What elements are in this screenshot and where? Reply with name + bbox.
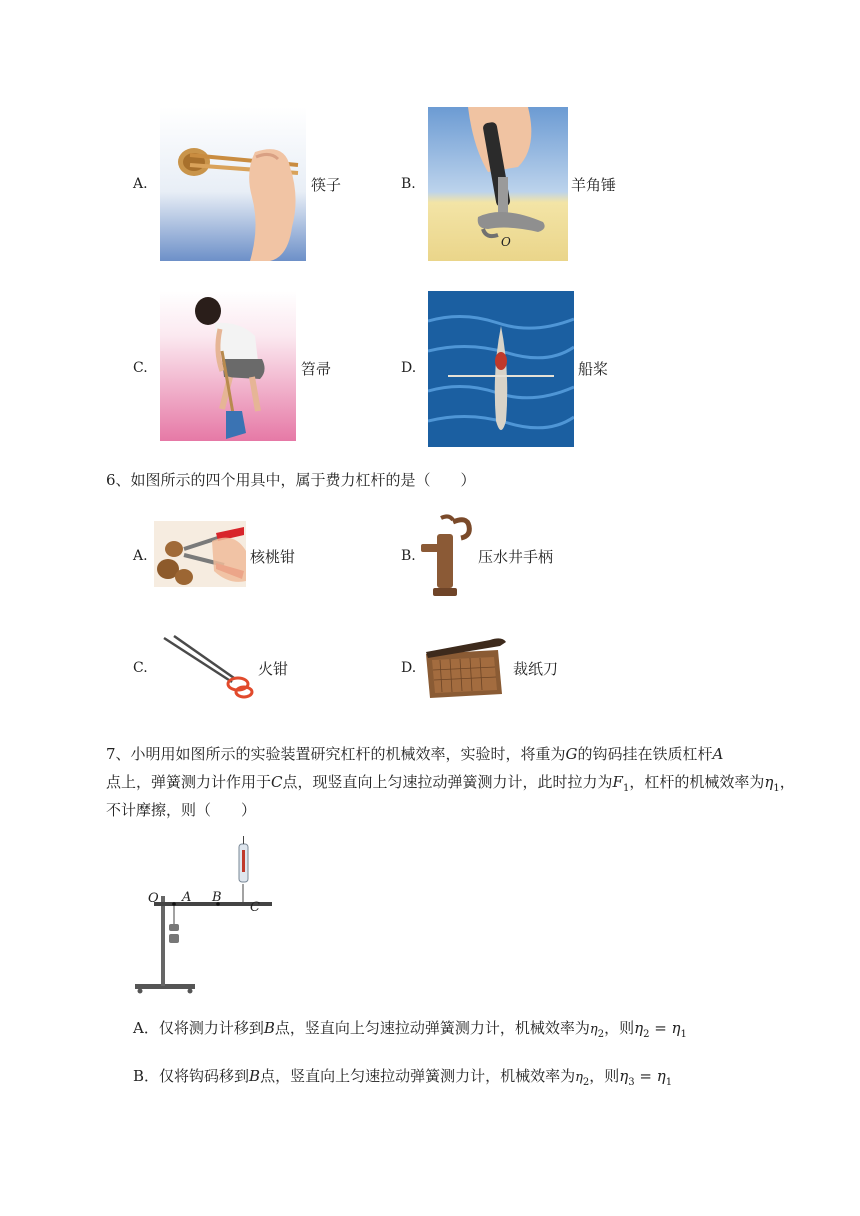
fire-tongs-icon xyxy=(158,632,254,700)
q7-sub: 3 xyxy=(628,1077,635,1088)
q5-option-a-letter: A. xyxy=(133,176,148,192)
q7-option-a xyxy=(133,1014,687,1049)
q7-text: 点，现竖直向上匀速拉动弹簧测力计，此时拉力为 xyxy=(282,773,613,791)
q7-sub: 1 xyxy=(622,783,630,794)
diagram-label-c: C xyxy=(250,900,260,915)
q7-sub: 2 xyxy=(643,1029,650,1040)
q7-sub: 2 xyxy=(597,1029,605,1040)
q6-option-d-label: 裁纸刀 xyxy=(513,660,559,678)
q7-var-eta: η xyxy=(764,773,774,791)
q5-option-b-label: 羊角锤 xyxy=(571,176,617,194)
q7-option-text: 点，竖直向上匀速拉动弹簧测力计，机械效率为 xyxy=(260,1067,576,1085)
broom-icon xyxy=(160,291,296,441)
q6-option-a-letter: A. xyxy=(133,548,148,564)
q5-option-a-label: 筷子 xyxy=(311,176,342,194)
q7-option-text: ，则 xyxy=(604,1019,635,1037)
q7-sub: 2 xyxy=(582,1077,590,1088)
q7-sub: 1 xyxy=(680,1029,687,1040)
q7-eq: = η xyxy=(649,1019,681,1037)
q7-var-eta: η xyxy=(589,1022,598,1037)
q7-option-b xyxy=(133,1062,672,1097)
q7-var: B xyxy=(263,1019,275,1037)
q6-option-d-letter: D. xyxy=(401,660,417,676)
q7-line-1 xyxy=(106,740,826,768)
q6-option-b-label: 压水井手柄 xyxy=(478,548,554,566)
q5-option-c-label: 笤帚 xyxy=(301,360,332,378)
q7-var-c: C xyxy=(271,773,283,791)
q6-option-c-letter: C. xyxy=(133,660,148,676)
paper-cutter-icon xyxy=(420,632,508,702)
q7-line-3: 不计摩擦，则（ ） xyxy=(106,801,257,819)
q5-option-d-label: 船桨 xyxy=(578,360,609,378)
q7-text: 的钩码挂在铁质杠杆 xyxy=(577,745,713,763)
q7-var: B xyxy=(249,1067,261,1085)
q7-option-text: B．仅将钩码移到 xyxy=(133,1067,250,1085)
q7-text: 7、小明用如图所示的实验装置研究杠杆的机械效率，实验时，将重为 xyxy=(106,745,566,763)
q5-option-c-letter: C. xyxy=(133,360,148,376)
q7-var-eta: η xyxy=(575,1070,583,1085)
q7-text: 点上，弹簧测力计作用于 xyxy=(106,773,272,791)
q7-option-text: ，则 xyxy=(589,1067,620,1085)
q6-option-c-label: 火钳 xyxy=(258,660,289,678)
q7-var-g: G xyxy=(565,745,578,763)
q6-option-b-letter: B. xyxy=(401,548,416,564)
q7-var-eta: η xyxy=(634,1019,644,1037)
diagram-label-a: A xyxy=(182,890,192,905)
q5-option-b-letter: B. xyxy=(401,176,416,192)
nutcracker-icon xyxy=(154,521,246,587)
q7-var-a: A xyxy=(712,745,724,763)
claw-hammer-icon xyxy=(428,107,568,261)
q7-option-text: A．仅将测力计移到 xyxy=(133,1019,264,1037)
q7-var-eta: η xyxy=(619,1067,629,1085)
q7-option-text: 点，竖直向上匀速拉动弹簧测力计，机械效率为 xyxy=(274,1019,590,1037)
q7-var-f: F xyxy=(612,773,623,791)
q6-option-a-label: 核桃钳 xyxy=(250,548,296,566)
water-pump-icon xyxy=(417,512,473,598)
q7-sub: 1 xyxy=(665,1077,673,1088)
q7-text: ，杠杆的机械效率为 xyxy=(629,773,765,791)
diagram-label-o: O xyxy=(148,891,159,906)
lever-apparatus-diagram xyxy=(128,834,278,996)
pivot-o-label: O xyxy=(501,235,511,249)
q6-question: 6、如图所示的四个用具中，属于费力杠杆的是（ ） xyxy=(106,471,476,489)
chopsticks-icon xyxy=(160,107,306,261)
q7-text: ， xyxy=(779,773,795,791)
q7-eq: = η xyxy=(634,1067,666,1085)
q5-option-d-letter: D. xyxy=(401,360,417,376)
diagram-label-b: B xyxy=(212,890,222,905)
rowing-boat-icon xyxy=(428,291,574,447)
q7-sub: 1 xyxy=(773,783,780,794)
